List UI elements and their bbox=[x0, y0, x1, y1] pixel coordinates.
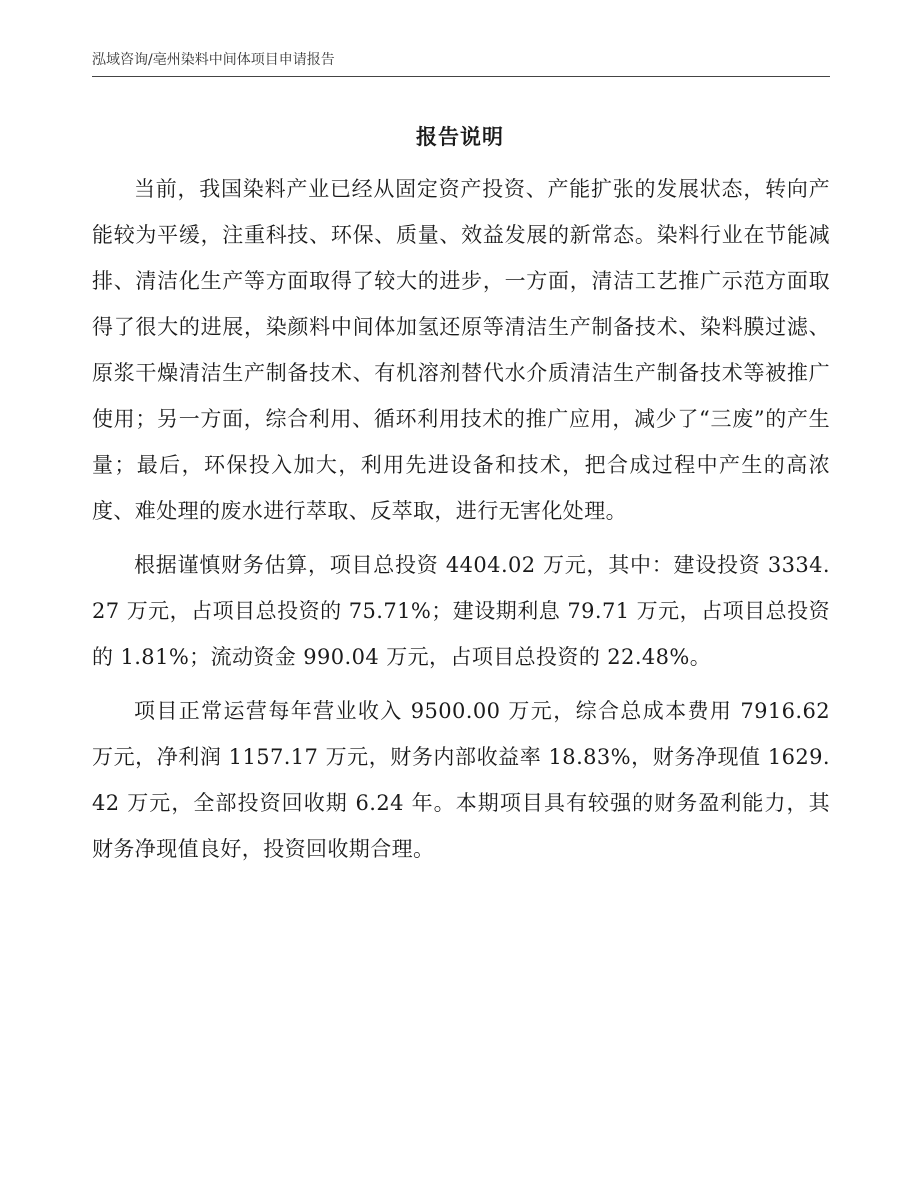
paragraph-industry-status: 当前，我国染料产业已经从固定资产投资、产能扩张的发展状态，转向产能较为平缓，注重科技、环保、质量、效益发展的新常态。染料行业在节能减排、清洁化生产等方面取得了较大的进步，一方面，清洁工艺推广示范方面取得了很大的进展，染颜料中间体加氢还原等清洁生产制备技术、染料膜过滤、原浆干燥清洁生产制备技术、有机溶剂替代水介质清洁生产制备技术等被推广使用；另一方面，综合利用、循环利用技术的推广应用，减少了“三废”的产生量；最后，环保投入加大，利用先进设备和技术，把合成过程中产生的高浓度、难处理的废水进行萃取、反萃取，进行无害化处理。 bbox=[92, 177, 830, 523]
page-title: 报告说明 bbox=[416, 125, 504, 149]
paragraph-financials: 项目正常运营每年营业收入 9500.00 万元，综合总成本费用 7916.62 万元，净利润 1157.17 万元，财务内部收益率 18.83%，财务净现值 1629.42 万元，全部投资回收期 6.24 年。本期项目具有较强的财务盈利能力，其财务净现值良好，投资回收期合理。 bbox=[92, 699, 830, 861]
paragraph-investment: 根据谨慎财务估算，项目总投资 4404.02 万元，其中：建设投资 3334.27 万元，占项目总投资的 75.71%；建设期利息 79.71 万元，占项目总投资的 1.81%；流动资金 990.04 万元，占项目总投资的 22.48%。 bbox=[92, 553, 830, 669]
header-divider bbox=[92, 76, 830, 77]
running-header: 泓域咨询/亳州染料中间体项目申请报告 bbox=[92, 52, 335, 68]
document-body bbox=[92, 166, 830, 880]
